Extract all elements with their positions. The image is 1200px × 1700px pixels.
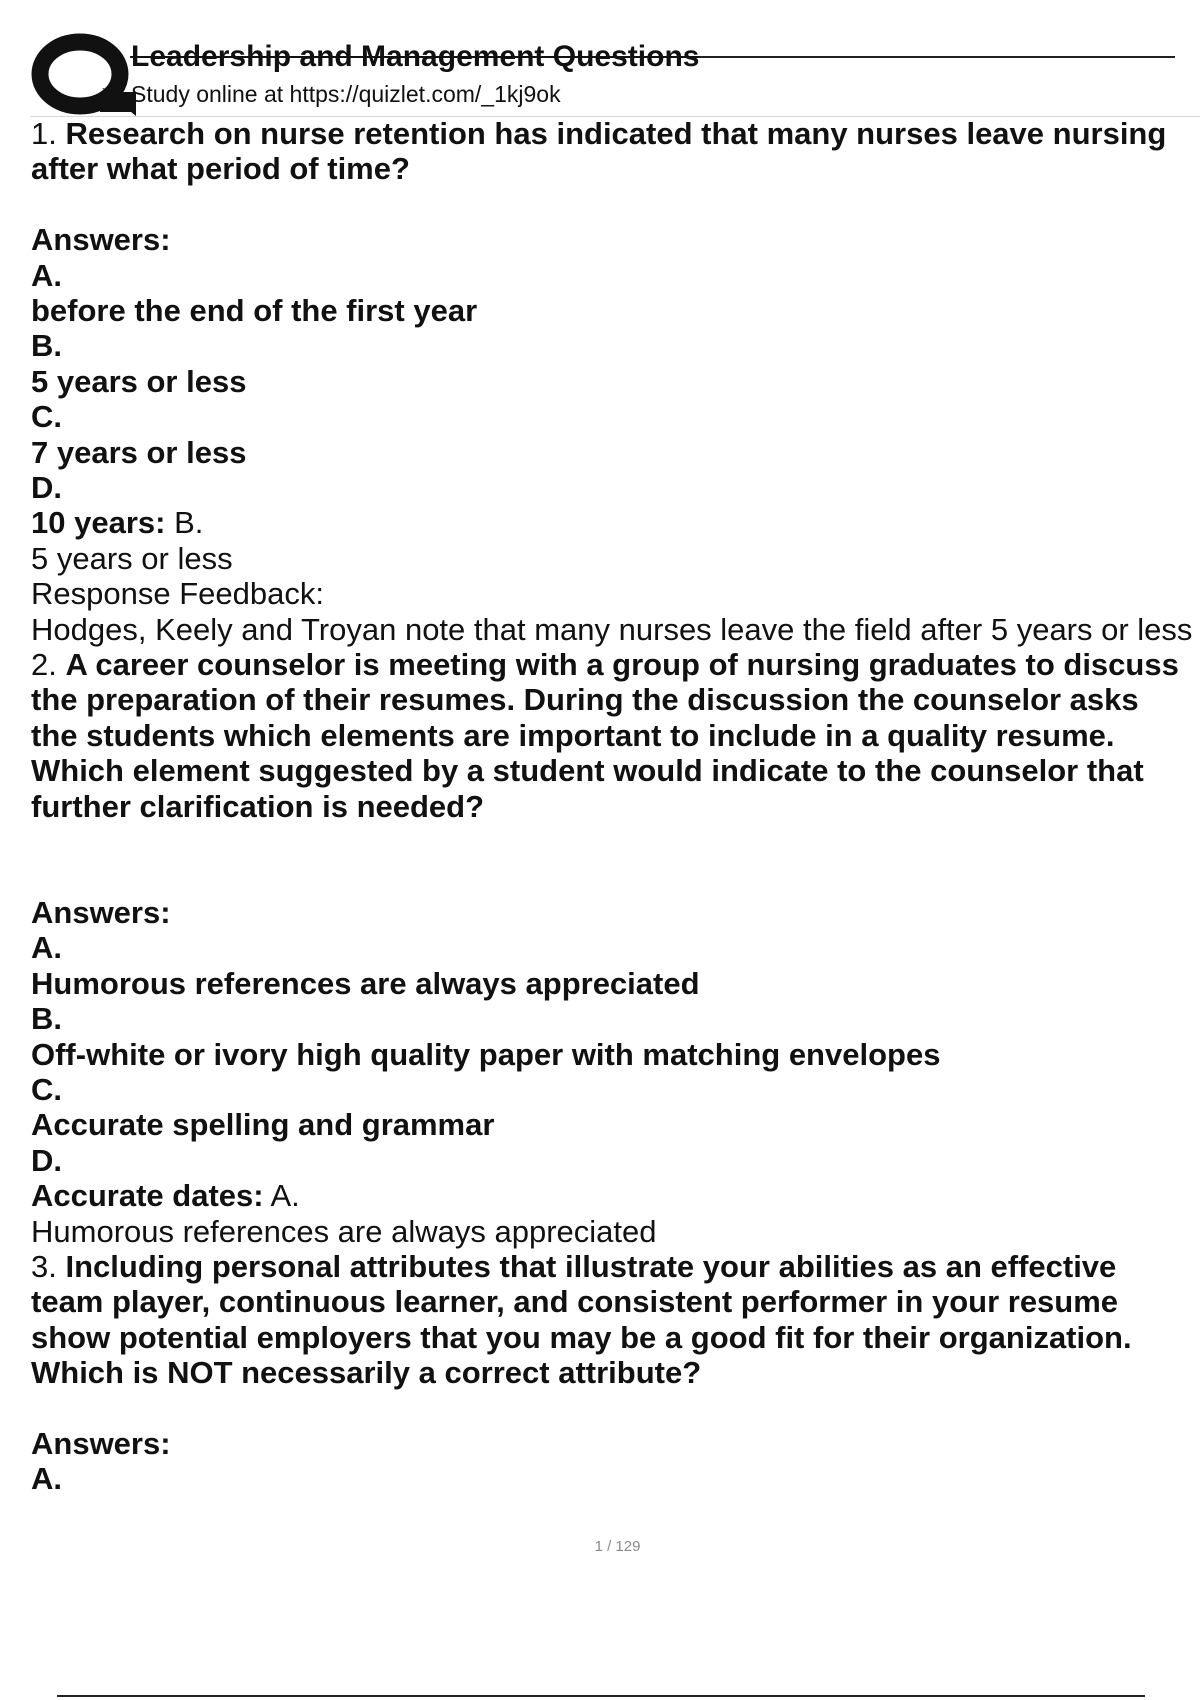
option-letter: B. <box>31 1001 62 1037</box>
option-text: Accurate dates: <box>31 1178 264 1214</box>
question-text: Research on nurse retention has indicated that many nurses leave nursing <box>65 116 1167 151</box>
option-letter: D. <box>31 470 62 506</box>
question-2-line-4: Which element suggested by a student would indicate to the counselor that <box>31 753 1144 789</box>
question-number: 2. <box>31 647 57 683</box>
option-text: 7 years or less <box>31 434 247 470</box>
question-number: 1. <box>31 116 57 151</box>
feedback-label: Response Feedback: <box>31 576 324 612</box>
question-3-line-1 <box>31 1249 1200 1284</box>
answers-label: Answers: <box>31 1425 171 1461</box>
study-online-url: Study online at https://quizlet.com/_1kj9ok <box>131 81 561 107</box>
option-text: Accurate spelling and grammar <box>31 1107 495 1143</box>
question-1-line-1 <box>31 116 1200 151</box>
question-number: 3. <box>31 1248 57 1284</box>
correct-answer-letter: B. <box>165 505 204 541</box>
option-letter: C. <box>31 399 62 435</box>
question-list <box>31 116 1200 1516</box>
document-title: Leadership and Management Questions <box>131 40 700 73</box>
option-text: 10 years: <box>31 505 166 541</box>
question-text: Including personal attributes that illustrate your abilities as an effective <box>65 1248 1117 1284</box>
option-text: 5 years or less <box>31 363 247 399</box>
correct-answer-text: Humorous references are always appreciated <box>31 1213 657 1249</box>
question-3-line-3: show potential employers that you may be a good fit for their organization. <box>31 1319 1132 1355</box>
question-text: A career counselor is meeting with a group of nursing graduates to discuss <box>65 647 1179 683</box>
option-letter: A. <box>31 1461 62 1497</box>
question-3-line-4: Which is NOT necessarily a correct attribute? <box>31 1355 702 1391</box>
correct-answer-text: 5 years or less <box>31 540 233 576</box>
feedback-text: Hodges, Keely and Troyan note that many nurses leave the field after 5 years or less <box>31 611 1193 647</box>
option-letter: A. <box>31 930 62 966</box>
answers-label: Answers: <box>31 894 171 930</box>
question-2-line-1 <box>31 647 1200 682</box>
option-letter: A. <box>31 257 62 293</box>
page-number: 1 / 129 <box>594 1538 641 1555</box>
question-3-line-2: team player, continuous learner, and consistent performer in your resume <box>31 1284 1119 1320</box>
question-1-line-2: after what period of time? <box>31 151 410 187</box>
answers-label: Answers: <box>31 222 171 258</box>
option-d-with-answer <box>31 1178 1200 1213</box>
option-letter: D. <box>31 1142 62 1178</box>
footer-divider <box>57 1695 1145 1697</box>
option-text: Humorous references are always appreciated <box>31 965 700 1001</box>
option-letter: C. <box>31 1071 62 1107</box>
question-2-line-2: the preparation of their resumes. During the discussion the counselor asks <box>31 682 1139 718</box>
quizlet-q-logo-icon <box>30 32 142 116</box>
question-2-line-5: further clarification is needed? <box>31 788 485 824</box>
question-2-line-3: the students which elements are important to include in a quality resume. <box>31 717 1115 753</box>
correct-answer-letter: A. <box>263 1178 300 1214</box>
document-header <box>30 30 1180 120</box>
option-text: Off-white or ivory high quality paper with matching envelopes <box>31 1036 941 1072</box>
option-letter: B. <box>31 328 62 364</box>
option-text: before the end of the first year <box>31 293 478 329</box>
option-d-with-answer <box>31 505 1200 540</box>
